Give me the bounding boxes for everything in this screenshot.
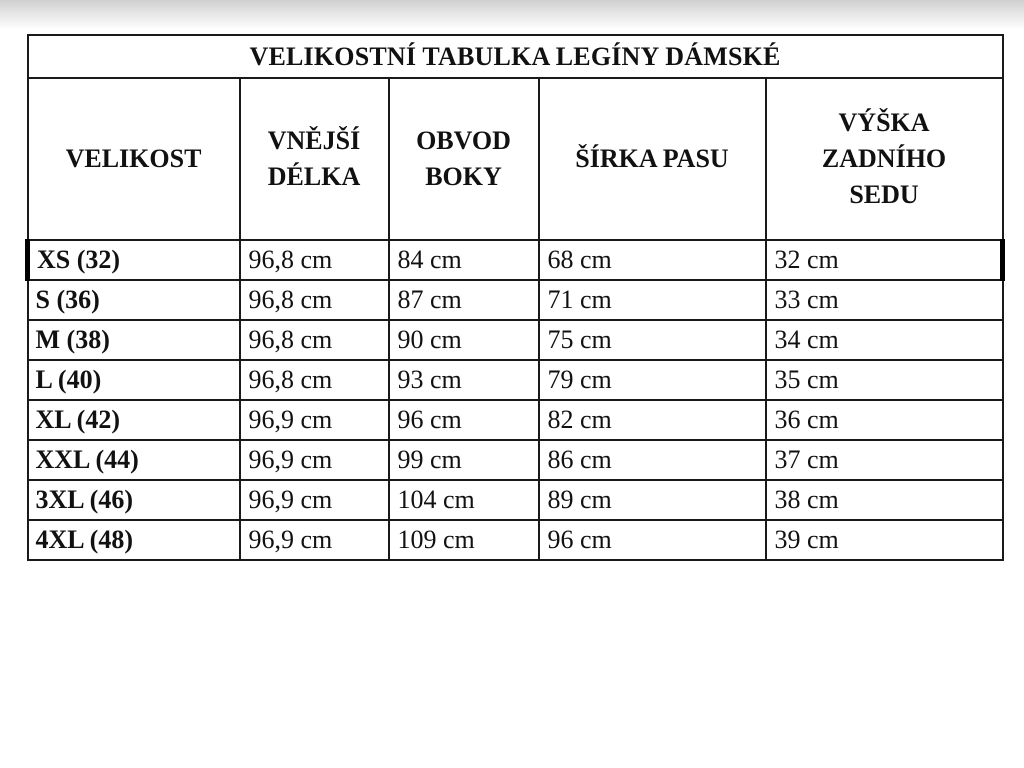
rise-cell: 32 cm: [766, 240, 1003, 280]
outer-length-cell: 96,9 cm: [240, 480, 389, 520]
table-row: [28, 400, 1003, 440]
waist-cell: 89 cm: [539, 480, 766, 520]
header-vnejsi-delka: VNĚJŠÍ DÉLKA: [240, 78, 389, 240]
header-obvod-boky: OBVOD BOKY: [389, 78, 539, 240]
hip-cell: 109 cm: [389, 520, 539, 560]
waist-cell: 71 cm: [539, 280, 766, 320]
table-row: [28, 480, 1003, 520]
rise-cell: 37 cm: [766, 440, 1003, 480]
table-row: [28, 440, 1003, 480]
title-row: [28, 35, 1003, 78]
rise-cell: 34 cm: [766, 320, 1003, 360]
size-cell: 4XL (48): [28, 520, 240, 560]
outer-length-cell: 96,9 cm: [240, 440, 389, 480]
size-cell: M (38): [28, 320, 240, 360]
hip-cell: 104 cm: [389, 480, 539, 520]
size-cell: L (40): [28, 360, 240, 400]
hip-cell: 96 cm: [389, 400, 539, 440]
rise-cell: 39 cm: [766, 520, 1003, 560]
table-row: [28, 240, 1003, 280]
rise-cell: 36 cm: [766, 400, 1003, 440]
header-row: [28, 78, 1003, 240]
outer-length-cell: 96,8 cm: [240, 280, 389, 320]
rise-cell: 38 cm: [766, 480, 1003, 520]
hip-cell: 90 cm: [389, 320, 539, 360]
table-title: VELIKOSTNÍ TABULKA LEGÍNY DÁMSKÉ: [28, 35, 1003, 78]
hip-cell: 87 cm: [389, 280, 539, 320]
top-shadow: [0, 0, 1024, 30]
outer-length-cell: 96,9 cm: [240, 400, 389, 440]
table-row: [28, 520, 1003, 560]
outer-length-cell: 96,8 cm: [240, 320, 389, 360]
outer-length-cell: 96,9 cm: [240, 520, 389, 560]
rise-cell: 35 cm: [766, 360, 1003, 400]
size-cell: XL (42): [28, 400, 240, 440]
size-cell: 3XL (46): [28, 480, 240, 520]
header-sirka-pasu: ŠÍRKA PASU: [539, 78, 766, 240]
waist-cell: 75 cm: [539, 320, 766, 360]
outer-length-cell: 96,8 cm: [240, 240, 389, 280]
header-vyska-zadniho-sedu: VÝŠKA ZADNÍHO SEDU: [766, 78, 1003, 240]
header-velikost: VELIKOST: [28, 78, 240, 240]
table-row: [28, 360, 1003, 400]
hip-cell: 99 cm: [389, 440, 539, 480]
rise-cell: 33 cm: [766, 280, 1003, 320]
hip-cell: 93 cm: [389, 360, 539, 400]
waist-cell: 68 cm: [539, 240, 766, 280]
hip-cell: 84 cm: [389, 240, 539, 280]
waist-cell: 82 cm: [539, 400, 766, 440]
size-cell: XXL (44): [28, 440, 240, 480]
outer-length-cell: 96,8 cm: [240, 360, 389, 400]
table-row: [28, 320, 1003, 360]
size-table: [25, 34, 1005, 561]
size-cell: S (36): [28, 280, 240, 320]
table-row: [28, 280, 1003, 320]
waist-cell: 96 cm: [539, 520, 766, 560]
waist-cell: 86 cm: [539, 440, 766, 480]
waist-cell: 79 cm: [539, 360, 766, 400]
size-cell: XS (32): [28, 240, 240, 280]
